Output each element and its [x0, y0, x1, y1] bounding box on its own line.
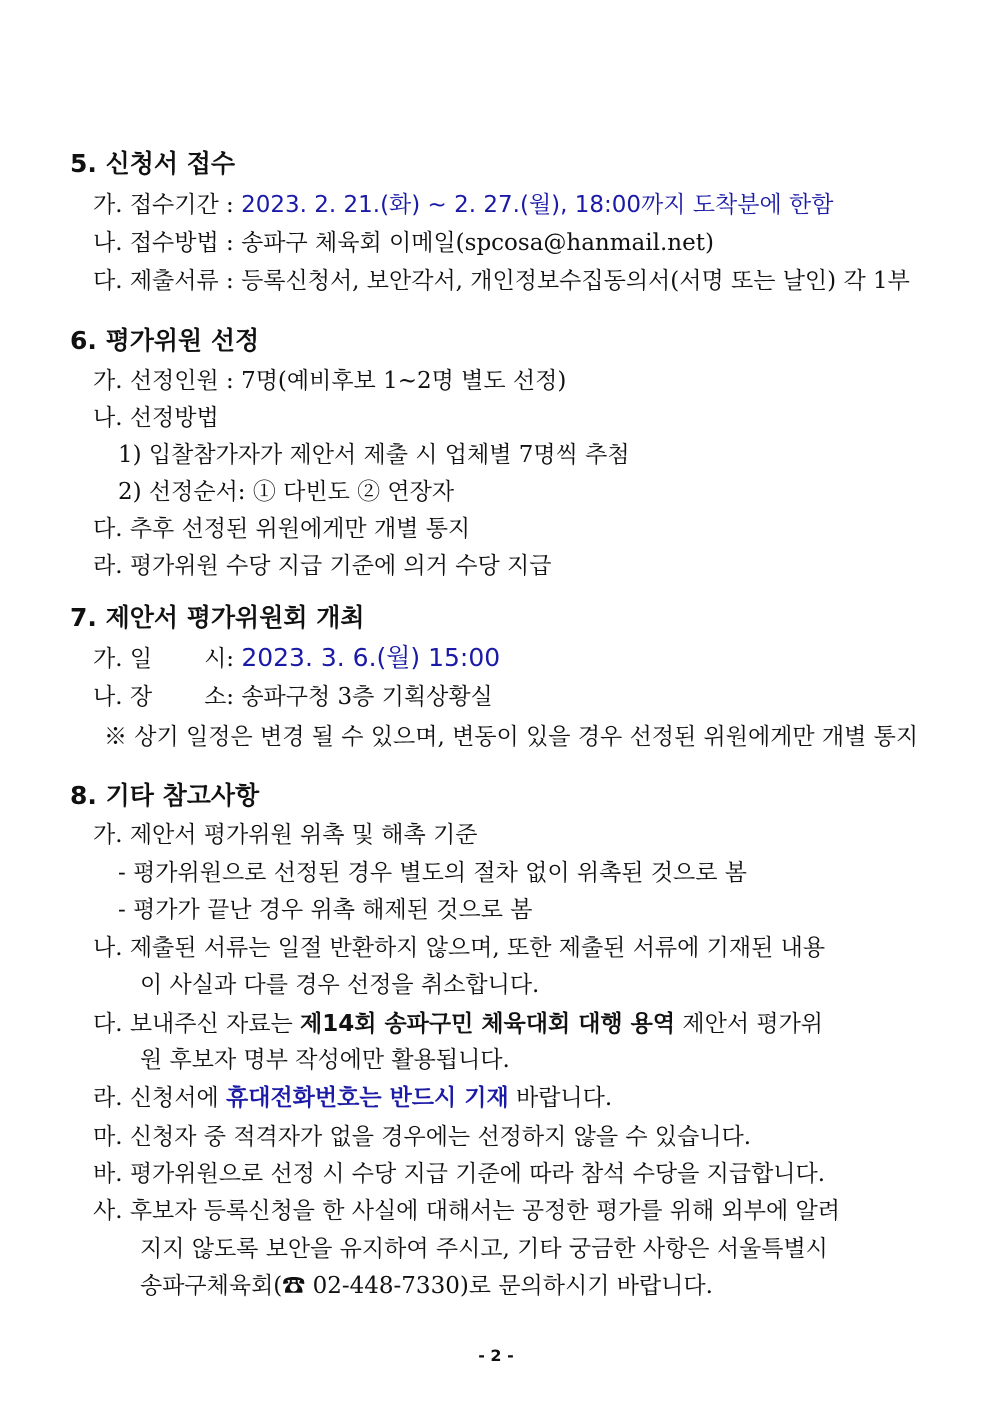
- s8-item-c-pre: 다. 보내주신 자료는: [93, 1011, 300, 1037]
- s6-item-b1: 1) 입찰참가자가 제안서 제출 시 업체별 7명씩 추첨: [118, 442, 630, 468]
- s8-item-b-line2: 이 사실과 다를 경우 선정을 취소합니다.: [140, 972, 540, 998]
- s8-item-d-post: 바랍니다.: [508, 1085, 613, 1111]
- section-8-title: 8. 기타 참고사항: [70, 781, 260, 810]
- s7-item-b-label2: 소: 송파구청 3층 기획상황실: [204, 684, 493, 710]
- s5-item-a-label: 가. 접수기간 :: [93, 192, 242, 218]
- s8-item-f: 바. 평가위원으로 선정 시 수당 지급 기준에 따라 참석 수당을 지급합니다.: [93, 1161, 826, 1187]
- s8-item-a: 가. 제안서 평가위원 위촉 및 해촉 기준: [93, 822, 478, 848]
- s5-item-a: [93, 188, 833, 222]
- s7-item-b: [93, 680, 493, 714]
- s5-item-b: 나. 접수방법 : 송파구 체육회 이메일(spcosa@hanmail.net): [93, 230, 714, 256]
- s6-item-b2: 2) 선정순서: ① 다빈도 ② 연장자: [118, 479, 455, 505]
- s7-item-a-label1: 가. 일: [93, 646, 153, 672]
- s7-item-a-label2: 시:: [204, 646, 242, 672]
- s7-note: ※ 상기 일정은 변경 될 수 있으며, 변동이 있을 경우 선정된 위원에게만 개별 통지: [104, 724, 919, 750]
- s8-item-d: [93, 1081, 612, 1115]
- s8-item-d-bold: 휴대전화번호는 반드시 기재: [226, 1085, 509, 1111]
- section-6-title: 6. 평가위원 선정: [70, 326, 260, 355]
- section-5-title: 5. 신청서 접수: [70, 149, 236, 178]
- section-7-title: 7. 제안서 평가위원회 개최: [70, 603, 365, 632]
- s6-item-d: 라. 평가위원 수당 지급 기준에 의거 수당 지급: [93, 553, 552, 579]
- s7-item-a-value: 2023. 3. 6.(월) 15:00: [241, 643, 501, 672]
- s8-item-e: 마. 신청자 중 적격자가 없을 경우에는 선정하지 않을 수 있습니다.: [93, 1124, 752, 1150]
- s8-item-a1: - 평가위원으로 선정된 경우 별도의 절차 없이 위촉된 것으로 봄: [118, 860, 748, 886]
- s7-item-a: [93, 641, 500, 676]
- s8-item-c-post: 제안서 평가위: [675, 1011, 824, 1037]
- s8-item-g-line1: 사. 후보자 등록신청을 한 사실에 대해서는 공정한 평가를 위해 외부에 알려: [93, 1198, 840, 1224]
- s7-item-b-label1: 나. 장: [93, 684, 153, 710]
- s6-item-a: 가. 선정인원 : 7명(예비후보 1~2명 별도 선정): [93, 368, 567, 394]
- s8-item-c-line1: [93, 1007, 823, 1041]
- s6-item-c: 다. 추후 선정된 위원에게만 개별 통지: [93, 516, 471, 542]
- s8-item-d-pre: 라. 신청서에: [93, 1085, 227, 1111]
- s8-item-c-line2: 원 후보자 명부 작성에만 활용됩니다.: [140, 1047, 510, 1073]
- page-number: - 2 -: [478, 1346, 514, 1365]
- s8-item-b-line1: 나. 제출된 서류는 일절 반환하지 않으며, 또한 제출된 서류에 기재된 내용: [93, 935, 826, 961]
- s6-item-b: 나. 선정방법: [93, 405, 219, 431]
- s8-item-a2: - 평가가 끝난 경우 위촉 해제된 것으로 봄: [118, 897, 533, 923]
- s8-item-g-line2: 지지 않도록 보안을 유지하여 주시고, 기타 궁금한 사항은 서울특별시: [140, 1236, 828, 1262]
- s5-item-a-value: 2023. 2. 21.(화) ~ 2. 27.(월), 18:00까지 도착분에 한함: [241, 192, 834, 218]
- s8-item-c-bold: 제14회 송파구민 체육대회 대행 용역: [300, 1011, 676, 1037]
- s5-item-c: 다. 제출서류 : 등록신청서, 보안각서, 개인정보수집동의서(서명 또는 날인) 각 1부: [93, 268, 910, 294]
- s8-item-g-line3: 송파구체육회(☎ 02-448-7330)로 문의하시기 바랍니다.: [140, 1273, 713, 1299]
